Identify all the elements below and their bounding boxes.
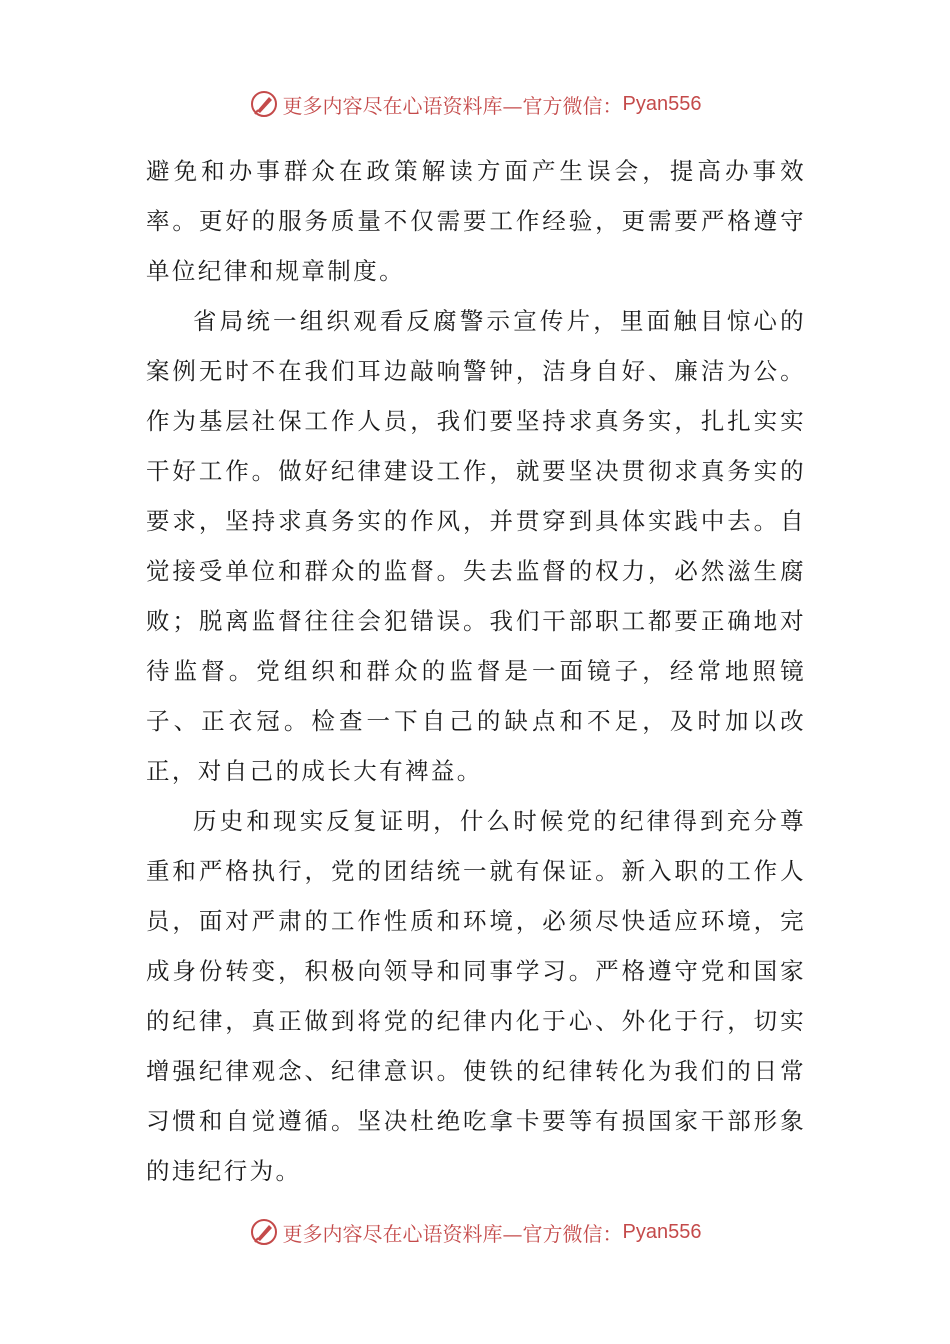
quill-logo-icon [249, 89, 279, 119]
paragraph: 省局统一组织观看反腐警示宣传片，里面触目惊心的案例无时不在我们耳边敲响警钟，洁身自好、廉洁为公。作为基层社保工作人员，我们要坚持求真务实，扎扎实实干好工作。做好纪律建设工作，就要坚决贯彻求真务实的要求，坚持求真务实的作风，并贯穿到具体实践中去。自觉接受单位和群众的监督。失去监督的权力，必然滋生腐败；脱离监督往往会犯错误。我们干部职工都要正确地对待监督。党组织和群众的监督是一面镜子，经常地照镜子、正衣冠。检查一下自己的缺点和不足，及时加以改正，对自己的成长大有裨益。 [146, 307, 806, 785]
paragraph: 历史和现实反复证明，什么时候党的纪律得到充分尊重和严格执行，党的团结统一就有保证。新入职的工作人员，面对严肃的工作性质和环境，必须尽快适应环境，完成身份转变，积极向领导和同事学习。严格遵守党和国家的纪律，真正做到将党的纪律内化于心、外化于行，切实增强纪律观念、纪律意识。使铁的纪律转化为我们的日常习惯和自觉遵循。坚决杜绝吃拿卡要等有损国家干部形象的违纪行为。 [146, 807, 806, 1185]
watermark-wechat-id: Pyan556 [622, 92, 702, 115]
paragraph: 避免和办事群众在政策解读方面产生误会，提高办事效率。更好的服务质量不仅需要工作经验，更需要严格遵守单位纪律和规章制度。 [146, 157, 806, 285]
watermark-wechat-id: Pyan556 [622, 1220, 702, 1243]
quill-logo-icon [249, 1217, 279, 1247]
header-watermark [0, 84, 950, 124]
footer-watermark [0, 1212, 950, 1252]
document-body [146, 146, 806, 1196]
watermark-text: 更多内容尽在心语资料库—官方微信： [282, 1221, 623, 1246]
watermark-text: 更多内容尽在心语资料库—官方微信： [282, 93, 623, 118]
